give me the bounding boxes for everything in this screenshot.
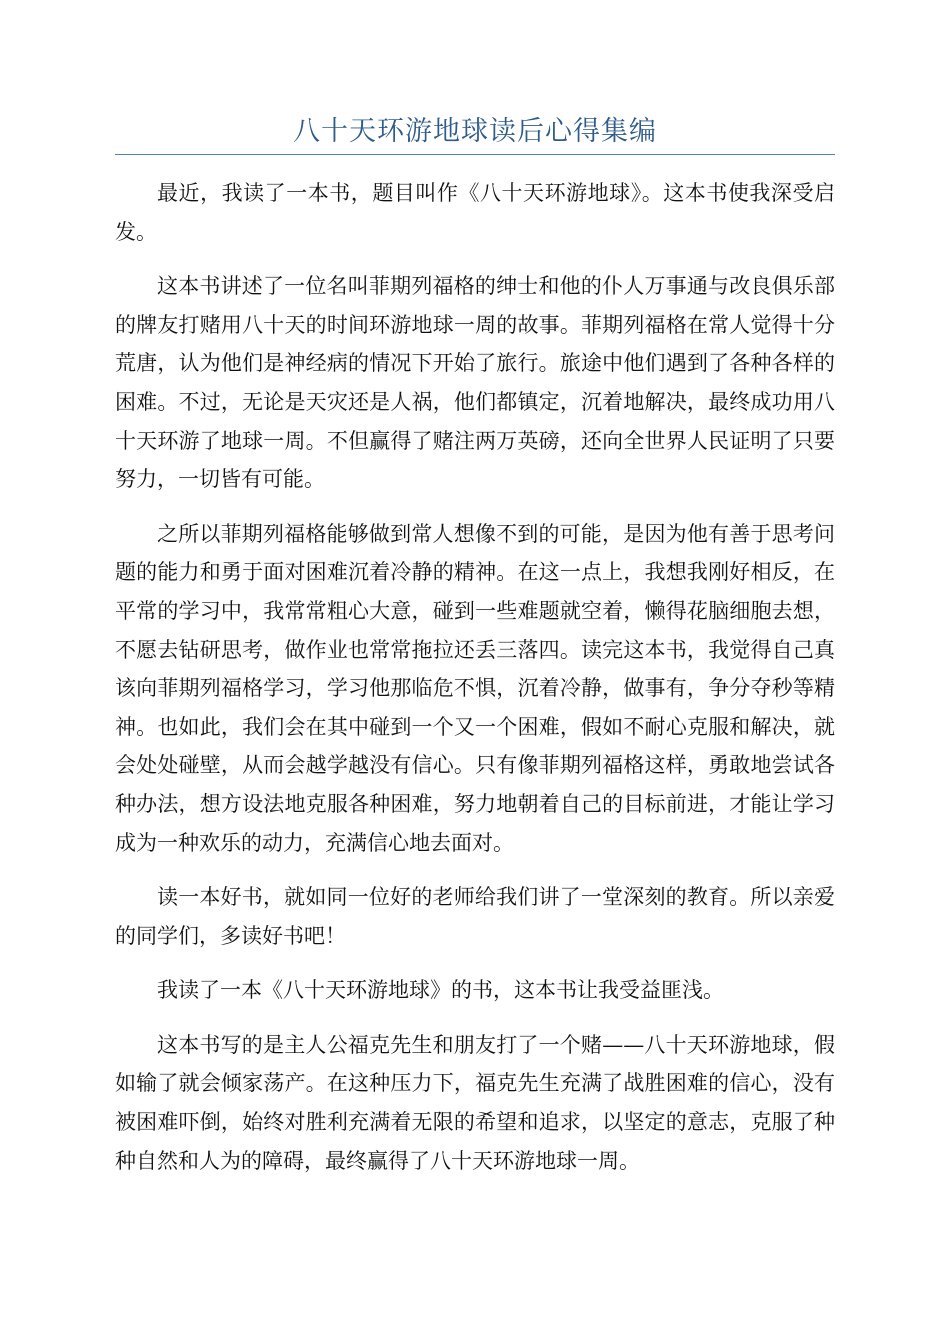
paragraph-2: 这本书讲述了一位名叫菲期列福格的绅士和他的仆人万事通与改良俱乐部的牌友打赌用八十天的时间环游地球一周的故事。菲期列福格在常人觉得十分荒唐，认为他们是神经病的情况下开始了旅行。旅途中他们遇到了各种各样的困难。不过，无论是天灾还是人祸，他们都镇定，沉着地解决，最终成功用八十天环游了地球一周。不但赢得了赌注两万英磅，还向全世界人民证明了只要努力，一切皆有可能。 (115, 274, 835, 492)
document-body (115, 174, 835, 1196)
paragraph-5: 我读了一本《八十天环游地球》的书，这本书让我受益匪浅。 (157, 978, 724, 1003)
paragraph-3: 之所以菲期列福格能够做到常人想像不到的可能，是因为他有善于思考问题的能力和勇于面对困难沉着冷静的精神。在这一点上，我想我刚好相反，在平常的学习中，我常常粗心大意，碰到一些难题就空着，懒得花脑细胞去想，不愿去钻研思考，做作业也常常拖拉还丢三落四。读完这本书，我觉得自己真该向菲期列福格学习，学习他那临危不惧，沉着冷静，做事有，争分夺秒等精神。也如此，我们会在其中碰到一个又一个困难，假如不耐心克服和解决，就会处处碰壁，从而会越学越没有信心。只有像菲期列福格这样，勇敢地尝试各种办法，想方设法地克服各种困难，努力地朝着自己的目标前进，才能让学习成为一种欢乐的动力，充满信心地去面对。 (115, 521, 835, 855)
paragraph-6: 这本书写的是主人公福克先生和朋友打了一个赌——八十天环游地球，假如输了就会倾家荡产。在这种压力下，福克先生充满了战胜困难的信心，没有被困难吓倒，始终对胜利充满着无限的希望和追求，以坚定的意志，克服了种种自然和人为的障碍，最终赢得了八十天环游地球一周。 (115, 1032, 835, 1173)
document-title: 八十天环游地球读后心得集编 (293, 116, 657, 147)
paragraph-4: 读一本好书，就如同一位好的老师给我们讲了一堂深刻的教育。所以亲爱的同学们，多读好书吧！ (115, 885, 835, 948)
title-underline-divider (115, 154, 835, 155)
paragraph-1: 最近，我读了一本书，题目叫作《八十天环游地球》。这本书使我深受启发。 (115, 181, 835, 244)
